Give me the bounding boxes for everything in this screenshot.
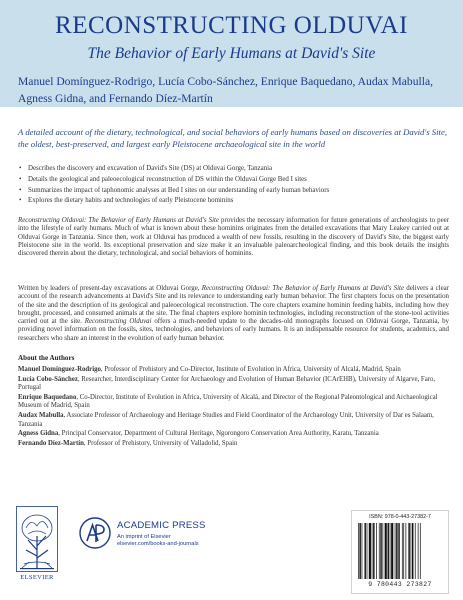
isbn-number: ISBN: 978-0-443-27382-7 (369, 514, 431, 520)
author-bio-name: Fernando Díez-Martín (18, 440, 84, 448)
author-bio-desc: , Co-Director, Institute of Evolution in Africa, University of Alcalá, and Director of the Regional Paleontological and Archaeological Museum of Madrid, Spain (18, 394, 438, 410)
author-bio (18, 440, 449, 448)
book-subtitle: The Behavior of Early Humans at David's Site (87, 45, 376, 62)
author-line-2: Agness Gidna, and Fernando Díez-Martín (18, 92, 213, 105)
bullet-item: • Details the geological and paleoecological reconstruction of DS within the Olduvai Gorge Bed I sites (18, 175, 448, 186)
bullet-item: • Summarizes the impact of taphonomic analyses at Bed I sites on our understanding of early human behaviors (18, 186, 448, 197)
bullet-item: • Explores the dietary habits and technologies of early Pleistocene hominins (18, 196, 448, 207)
author-bio-desc: , Professor of Prehistory and Co-Director, Institute of Evolution in Africa, University of Alcalá, Madrid, Spain (100, 366, 401, 373)
author-bio (18, 412, 449, 429)
author-bio-desc: , Associate Professor of Archaeology and Heritage Studies and Field Coordinator of the Archaeology Unit, University of Dar es Salaam, Tanzania (18, 412, 434, 428)
tagline: A detailed account of the dietary, technological, and social behaviors of early humans based on discoveries at David's Site, the oldest, best-preserved, and largest early Pleistocene archaeological site in the world (18, 127, 447, 149)
paragraph-2-text-a: Written by leaders of present-day excavations at Olduvai Gorge, (18, 285, 202, 292)
paragraph-1-text: provides the necessary information for future generations of archeologists to peer into the lifestyle of early humans. Much of what is known about these hominins originates from the detailed excavations that Mary Leakey carried out at Olduvai Gorge in Tanzania. Since then, work at Olduvai has produced a wealth of new fossils, resulting in the discovery of David's Site, the biggest early Pleistocene site in the world. Its exceptional preservation and size make it an invaluable paleoarcheological finding, and this book details the insights discovered therein about the dietary, technological, and social behaviors of hominins. (18, 217, 449, 258)
author-bio (18, 366, 449, 374)
author-bio-desc: , Principal Conservator, Department of Cultural Heritage, Ngorongoro Conservation Area Authority, Karatu, Tanzania (58, 430, 379, 438)
bullet-item: • Describes the discovery and excavation of David's Site (DS) at Olduvai Gorge, Tanzania (18, 164, 448, 175)
author-bio-name: Manuel Domínguez-Rodrigo (18, 366, 101, 373)
author-bio (18, 394, 449, 411)
author-bio-desc: , Researcher, Interdisciplinary Center for Archaeology and Evolution of Human Behavior (ICArEHB), University of Algarve, Faro, Portugal (18, 375, 436, 392)
author-bio-name: Audax Mabulla (18, 412, 64, 420)
academic-press-logo-icon (79, 517, 111, 549)
publisher-name: ACADEMIC PRESS (117, 520, 206, 531)
barcode-panel (351, 510, 449, 594)
publisher-url: elsevier.com/books-and-journals (117, 541, 199, 547)
about-authors-heading: About the Authors (18, 354, 75, 362)
author-list (18, 73, 455, 107)
book-title-italic: Reconstructing Olduvai: The Behavior of Early Humans at David's Site (18, 217, 219, 224)
about-authors-list (18, 366, 449, 450)
author-bio-desc: , Professor of Prehistory, University of Valladolid, Spain (83, 440, 238, 448)
feature-bullets (18, 164, 448, 207)
paragraph-2-text-b: delivers a clear account of the research advancements at David's Site and its relevance to understanding early human behavior. The first chapters focus on the presentation of the site and the description of its geological and paleoecological reconstruction. The core chapters examine hominin feeding habits, including how they brought, processed, and consumed animals at the site. The final chapters explore hominin technologies, including reconstruction of the stone-tool activities carried out at the site. (18, 285, 450, 326)
author-bio (18, 430, 449, 438)
academic-press-text (117, 520, 277, 547)
elsevier-tree-icon (16, 506, 58, 572)
author-bio-name: Lucía Cobo-Sánchez (18, 375, 78, 383)
author-bio-name: Agness Gidna (18, 430, 59, 438)
publisher-imprint: An imprint of Elsevier (117, 534, 171, 540)
description-paragraph-2 (18, 285, 449, 343)
paragraph-2-italic-a: Reconstructing Olduvai: The Behavior of Early Humans at David's Site (201, 285, 405, 292)
barcode-digits: 9 780443 273827 (368, 581, 432, 588)
author-line-1: Manuel Domínguez-Rodrigo, Lucía Cobo-Sánchez, Enrique Baquedano, Audax Mabulla, (18, 75, 434, 88)
elsevier-label: ELSEVIER (20, 574, 54, 581)
barcode-icon (358, 523, 442, 579)
author-bio-name: Enrique Baquedano (18, 394, 77, 402)
elsevier-logo (14, 506, 60, 586)
paragraph-2-italic-b: Reconstructing Olduvai (84, 318, 152, 326)
description-paragraph-1 (18, 217, 449, 258)
paragraph-2-text-c: offers a much-needed update to the decades-old monographs focused on Olduvai Gorge, Tanzania, by providing novel information on the fossils, sites, technologies, and behaviors of early humans. It is an indispensable resource for students, academics, and researchers who share an interest in the evolution of early human behavior. (18, 318, 449, 342)
header-band (0, 0, 463, 107)
author-bio (18, 376, 449, 393)
book-title: RECONSTRUCTING OLDUVAI (55, 12, 408, 39)
